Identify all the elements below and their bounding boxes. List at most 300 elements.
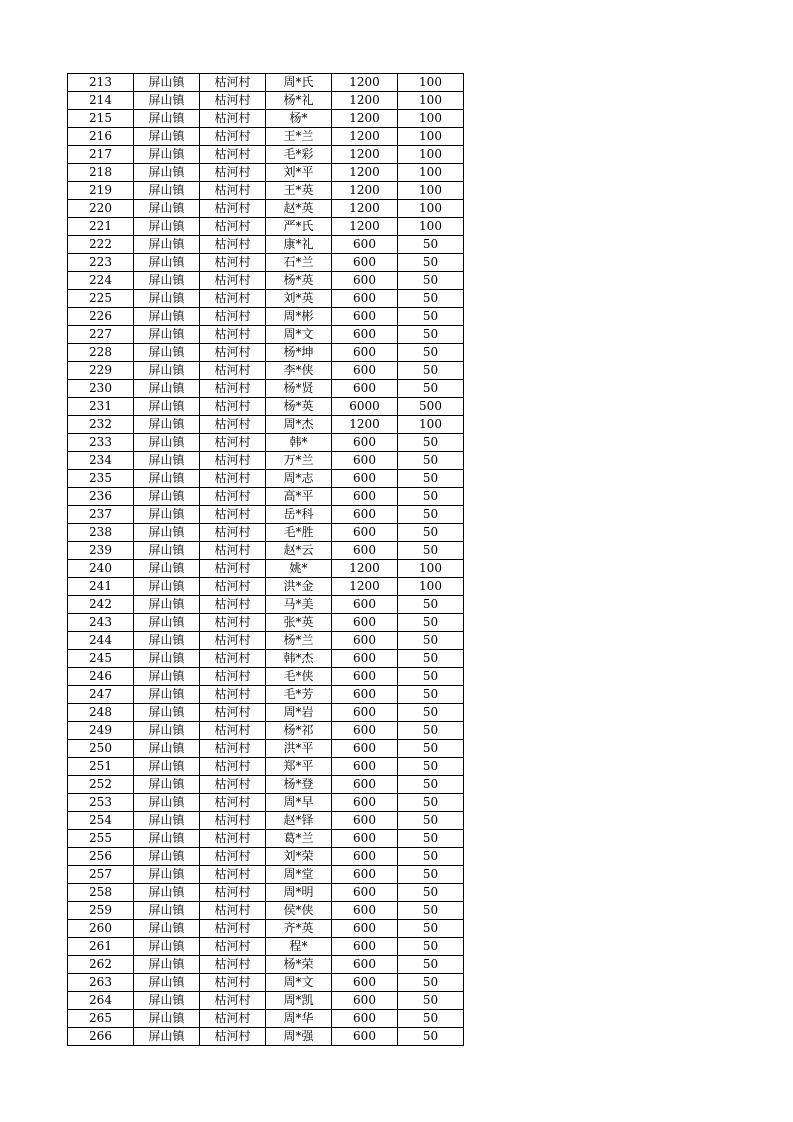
amount-cell: 600 [332,1028,398,1046]
village-cell: 枯河村 [200,1010,266,1028]
amount-cell: 1200 [332,74,398,92]
table-row [68,272,464,290]
table-row [68,164,464,182]
amount-cell: 600 [332,668,398,686]
name-cell: 杨*兰 [266,632,332,650]
name-cell: 程* [266,938,332,956]
row-number-cell: 232 [68,416,134,434]
amount-cell: 600 [332,920,398,938]
village-cell: 枯河村 [200,704,266,722]
town-cell: 屏山镇 [134,164,200,182]
amount-cell: 1200 [332,146,398,164]
village-cell: 枯河村 [200,470,266,488]
name-cell: 刘*英 [266,290,332,308]
town-cell: 屏山镇 [134,650,200,668]
row-number-cell: 239 [68,542,134,560]
table-row [68,308,464,326]
subsidy-cell: 50 [398,884,464,902]
town-cell: 屏山镇 [134,560,200,578]
table-row [68,776,464,794]
table-row [68,488,464,506]
subsidy-cell: 50 [398,722,464,740]
subsidy-cell: 50 [398,758,464,776]
amount-cell: 600 [332,1010,398,1028]
table-row [68,470,464,488]
town-cell: 屏山镇 [134,956,200,974]
row-number-cell: 264 [68,992,134,1010]
row-number-cell: 227 [68,326,134,344]
amount-cell: 1200 [332,416,398,434]
row-number-cell: 237 [68,506,134,524]
subsidy-cell: 50 [398,614,464,632]
town-cell: 屏山镇 [134,524,200,542]
table-row [68,560,464,578]
row-number-cell: 240 [68,560,134,578]
table-row [68,722,464,740]
amount-cell: 600 [332,596,398,614]
name-cell: 杨*英 [266,398,332,416]
subsidy-cell: 50 [398,596,464,614]
town-cell: 屏山镇 [134,812,200,830]
village-cell: 枯河村 [200,74,266,92]
row-number-cell: 266 [68,1028,134,1046]
town-cell: 屏山镇 [134,416,200,434]
name-cell: 岳*科 [266,506,332,524]
subsidy-cell: 50 [398,632,464,650]
town-cell: 屏山镇 [134,848,200,866]
amount-cell: 1200 [332,164,398,182]
table-row [68,182,464,200]
table-row [68,614,464,632]
town-cell: 屏山镇 [134,1010,200,1028]
table-row [68,848,464,866]
amount-cell: 600 [332,650,398,668]
subsidy-cell: 50 [398,488,464,506]
town-cell: 屏山镇 [134,272,200,290]
row-number-cell: 220 [68,200,134,218]
subsidy-cell: 100 [398,110,464,128]
village-cell: 枯河村 [200,290,266,308]
table-row [68,884,464,902]
town-cell: 屏山镇 [134,668,200,686]
row-number-cell: 257 [68,866,134,884]
table-row [68,1010,464,1028]
table-row [68,920,464,938]
village-cell: 枯河村 [200,416,266,434]
table-row [68,506,464,524]
village-cell: 枯河村 [200,200,266,218]
table-row [68,146,464,164]
row-number-cell: 246 [68,668,134,686]
subsidy-cell: 50 [398,740,464,758]
village-cell: 枯河村 [200,506,266,524]
name-cell: 周*岩 [266,704,332,722]
row-number-cell: 223 [68,254,134,272]
village-cell: 枯河村 [200,434,266,452]
row-number-cell: 256 [68,848,134,866]
subsidy-cell: 50 [398,902,464,920]
village-cell: 枯河村 [200,1028,266,1046]
table-row [68,380,464,398]
village-cell: 枯河村 [200,848,266,866]
table-row [68,578,464,596]
subsidy-cell: 50 [398,686,464,704]
village-cell: 枯河村 [200,920,266,938]
amount-cell: 600 [332,956,398,974]
row-number-cell: 261 [68,938,134,956]
amount-cell: 600 [332,866,398,884]
village-cell: 枯河村 [200,254,266,272]
table-row [68,128,464,146]
row-number-cell: 241 [68,578,134,596]
row-number-cell: 244 [68,632,134,650]
table-row [68,632,464,650]
town-cell: 屏山镇 [134,344,200,362]
amount-cell: 600 [332,542,398,560]
table-row [68,398,464,416]
row-number-cell: 259 [68,902,134,920]
name-cell: 郑*平 [266,758,332,776]
subsidy-cell: 50 [398,272,464,290]
amount-cell: 600 [332,362,398,380]
village-cell: 枯河村 [200,686,266,704]
row-number-cell: 213 [68,74,134,92]
town-cell: 屏山镇 [134,218,200,236]
subsidy-cell: 100 [398,578,464,596]
subsidy-cell: 50 [398,434,464,452]
town-cell: 屏山镇 [134,920,200,938]
table-row [68,704,464,722]
town-cell: 屏山镇 [134,290,200,308]
amount-cell: 600 [332,452,398,470]
name-cell: 洪*平 [266,740,332,758]
name-cell: 毛*侠 [266,668,332,686]
name-cell: 周*氏 [266,74,332,92]
row-number-cell: 251 [68,758,134,776]
town-cell: 屏山镇 [134,74,200,92]
row-number-cell: 260 [68,920,134,938]
village-cell: 枯河村 [200,524,266,542]
village-cell: 枯河村 [200,326,266,344]
table-row [68,110,464,128]
amount-cell: 1200 [332,110,398,128]
table-row [68,344,464,362]
amount-cell: 1200 [332,182,398,200]
name-cell: 赵*铎 [266,812,332,830]
row-number-cell: 242 [68,596,134,614]
village-cell: 枯河村 [200,956,266,974]
table-row [68,362,464,380]
name-cell: 姚* [266,560,332,578]
village-cell: 枯河村 [200,380,266,398]
row-number-cell: 247 [68,686,134,704]
village-cell: 枯河村 [200,902,266,920]
row-number-cell: 219 [68,182,134,200]
village-cell: 枯河村 [200,236,266,254]
table-row [68,416,464,434]
amount-cell: 600 [332,812,398,830]
name-cell: 康*礼 [266,236,332,254]
subsidy-cell: 50 [398,470,464,488]
name-cell: 赵*云 [266,542,332,560]
name-cell: 杨*贤 [266,380,332,398]
amount-cell: 600 [332,740,398,758]
village-cell: 枯河村 [200,632,266,650]
village-cell: 枯河村 [200,974,266,992]
subsidy-cell: 50 [398,704,464,722]
row-number-cell: 255 [68,830,134,848]
subsidy-cell: 50 [398,452,464,470]
row-number-cell: 217 [68,146,134,164]
amount-cell: 600 [332,236,398,254]
town-cell: 屏山镇 [134,722,200,740]
town-cell: 屏山镇 [134,362,200,380]
subsidy-cell: 50 [398,524,464,542]
row-number-cell: 230 [68,380,134,398]
row-number-cell: 253 [68,794,134,812]
name-cell: 周*明 [266,884,332,902]
village-cell: 枯河村 [200,542,266,560]
town-cell: 屏山镇 [134,110,200,128]
name-cell: 万*兰 [266,452,332,470]
name-cell: 周*彬 [266,308,332,326]
data-table [67,73,464,1046]
row-number-cell: 215 [68,110,134,128]
name-cell: 周*凯 [266,992,332,1010]
amount-cell: 600 [332,902,398,920]
subsidy-cell: 50 [398,920,464,938]
town-cell: 屏山镇 [134,182,200,200]
town-cell: 屏山镇 [134,632,200,650]
table-row [68,92,464,110]
name-cell: 刘*荣 [266,848,332,866]
name-cell: 毛*芳 [266,686,332,704]
town-cell: 屏山镇 [134,884,200,902]
village-cell: 枯河村 [200,794,266,812]
name-cell: 杨*荣 [266,956,332,974]
village-cell: 枯河村 [200,92,266,110]
name-cell: 刘*平 [266,164,332,182]
village-cell: 枯河村 [200,596,266,614]
town-cell: 屏山镇 [134,902,200,920]
row-number-cell: 216 [68,128,134,146]
name-cell: 石*兰 [266,254,332,272]
town-cell: 屏山镇 [134,704,200,722]
row-number-cell: 248 [68,704,134,722]
table-row [68,326,464,344]
town-cell: 屏山镇 [134,992,200,1010]
village-cell: 枯河村 [200,398,266,416]
amount-cell: 600 [332,632,398,650]
village-cell: 枯河村 [200,758,266,776]
village-cell: 枯河村 [200,344,266,362]
row-number-cell: 228 [68,344,134,362]
row-number-cell: 263 [68,974,134,992]
table-row [68,686,464,704]
table-row [68,812,464,830]
subsidy-cell: 100 [398,146,464,164]
subsidy-cell: 50 [398,326,464,344]
town-cell: 屏山镇 [134,488,200,506]
amount-cell: 600 [332,830,398,848]
subsidy-cell: 50 [398,308,464,326]
name-cell: 毛*胜 [266,524,332,542]
row-number-cell: 252 [68,776,134,794]
table-row [68,650,464,668]
table-row [68,830,464,848]
village-cell: 枯河村 [200,560,266,578]
subsidy-cell: 500 [398,398,464,416]
table-row [68,452,464,470]
village-cell: 枯河村 [200,164,266,182]
subsidy-cell: 100 [398,128,464,146]
village-cell: 枯河村 [200,740,266,758]
subsidy-cell: 50 [398,506,464,524]
name-cell: 王*兰 [266,128,332,146]
subsidy-cell: 100 [398,560,464,578]
name-cell: 周*杰 [266,416,332,434]
amount-cell: 600 [332,758,398,776]
row-number-cell: 238 [68,524,134,542]
table-row [68,668,464,686]
town-cell: 屏山镇 [134,452,200,470]
table-row [68,434,464,452]
row-number-cell: 229 [68,362,134,380]
subsidy-cell: 50 [398,848,464,866]
name-cell: 杨*坤 [266,344,332,362]
amount-cell: 600 [332,938,398,956]
subsidy-cell: 50 [398,866,464,884]
town-cell: 屏山镇 [134,128,200,146]
town-cell: 屏山镇 [134,326,200,344]
town-cell: 屏山镇 [134,506,200,524]
row-number-cell: 225 [68,290,134,308]
amount-cell: 1200 [332,218,398,236]
name-cell: 杨* [266,110,332,128]
village-cell: 枯河村 [200,452,266,470]
row-number-cell: 235 [68,470,134,488]
name-cell: 周*志 [266,470,332,488]
name-cell: 杨*祁 [266,722,332,740]
village-cell: 枯河村 [200,668,266,686]
subsidy-cell: 50 [398,1010,464,1028]
name-cell: 周*堂 [266,866,332,884]
table-row [68,956,464,974]
row-number-cell: 224 [68,272,134,290]
subsidy-cell: 50 [398,650,464,668]
row-number-cell: 245 [68,650,134,668]
village-cell: 枯河村 [200,110,266,128]
amount-cell: 600 [332,254,398,272]
amount-cell: 600 [332,974,398,992]
name-cell: 李*侠 [266,362,332,380]
subsidy-cell: 100 [398,74,464,92]
town-cell: 屏山镇 [134,866,200,884]
town-cell: 屏山镇 [134,794,200,812]
village-cell: 枯河村 [200,128,266,146]
row-number-cell: 236 [68,488,134,506]
village-cell: 枯河村 [200,362,266,380]
table-row [68,758,464,776]
amount-cell: 600 [332,686,398,704]
table-row [68,1028,464,1046]
amount-cell: 600 [332,524,398,542]
town-cell: 屏山镇 [134,758,200,776]
table-row [68,596,464,614]
row-number-cell: 262 [68,956,134,974]
amount-cell: 600 [332,614,398,632]
name-cell: 赵*英 [266,200,332,218]
village-cell: 枯河村 [200,812,266,830]
amount-cell: 1200 [332,578,398,596]
amount-cell: 600 [332,434,398,452]
town-cell: 屏山镇 [134,398,200,416]
village-cell: 枯河村 [200,650,266,668]
name-cell: 杨*英 [266,272,332,290]
name-cell: 杨*礼 [266,92,332,110]
town-cell: 屏山镇 [134,200,200,218]
town-cell: 屏山镇 [134,308,200,326]
amount-cell: 600 [332,290,398,308]
name-cell: 周*文 [266,326,332,344]
row-number-cell: 265 [68,1010,134,1028]
subsidy-cell: 50 [398,236,464,254]
table-row [68,974,464,992]
town-cell: 屏山镇 [134,740,200,758]
subsidy-cell: 100 [398,164,464,182]
subsidy-cell: 50 [398,956,464,974]
amount-cell: 600 [332,506,398,524]
village-cell: 枯河村 [200,938,266,956]
name-cell: 张*英 [266,614,332,632]
amount-cell: 600 [332,488,398,506]
village-cell: 枯河村 [200,308,266,326]
amount-cell: 600 [332,992,398,1010]
subsidy-cell: 50 [398,812,464,830]
subsidy-cell: 50 [398,938,464,956]
subsidy-cell: 50 [398,1028,464,1046]
village-cell: 枯河村 [200,614,266,632]
village-cell: 枯河村 [200,884,266,902]
amount-cell: 1200 [332,560,398,578]
table-row [68,794,464,812]
subsidy-cell: 50 [398,776,464,794]
amount-cell: 1200 [332,92,398,110]
name-cell: 洪*金 [266,578,332,596]
amount-cell: 600 [332,704,398,722]
row-number-cell: 226 [68,308,134,326]
subsidy-cell: 50 [398,794,464,812]
table-row [68,542,464,560]
table-body [68,74,464,1046]
name-cell: 韩*杰 [266,650,332,668]
town-cell: 屏山镇 [134,254,200,272]
name-cell: 齐*英 [266,920,332,938]
row-number-cell: 258 [68,884,134,902]
amount-cell: 600 [332,326,398,344]
village-cell: 枯河村 [200,722,266,740]
table-row [68,524,464,542]
town-cell: 屏山镇 [134,614,200,632]
town-cell: 屏山镇 [134,830,200,848]
table-row [68,902,464,920]
name-cell: 毛*彩 [266,146,332,164]
subsidy-cell: 100 [398,182,464,200]
row-number-cell: 234 [68,452,134,470]
amount-cell: 600 [332,776,398,794]
row-number-cell: 254 [68,812,134,830]
town-cell: 屏山镇 [134,434,200,452]
